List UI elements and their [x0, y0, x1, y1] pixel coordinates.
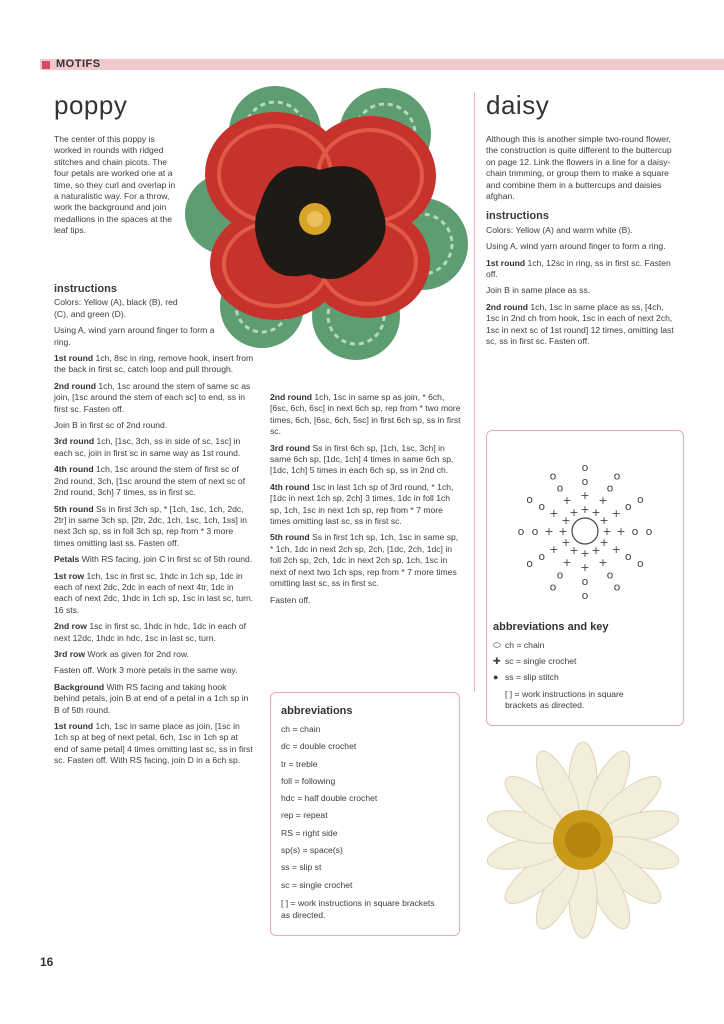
poppy-abbreviations-box: [270, 692, 460, 936]
poppy-using: Using A, wind yarn around finger to form a ring.: [54, 325, 215, 347]
poppy-step: 4th round 1ch, 1sc around the stem of first sc of 2nd round, 3ch, [1sc around the stem of next sc of 2nd round, 3ch] 7 times, ss in first sc.: [54, 464, 246, 498]
daisy-motif-image: [478, 740, 688, 950]
chain-symbol: o: [606, 568, 614, 582]
poppy-title: poppy: [54, 90, 128, 120]
abbr-item: rep = repeat: [281, 810, 328, 821]
poppy-instructions: [54, 284, 254, 772]
sc-symbol: +: [549, 507, 559, 520]
sc-symbol: +: [562, 556, 572, 570]
poppy-step: 2nd round 1ch, 1sc around the stem of same sc as join, [1sc around the stem of each sc] to end, ss in first sc. Fasten off.: [54, 380, 251, 414]
sc-symbol: +: [558, 525, 568, 538]
chain-symbol: o: [645, 525, 653, 538]
sc-symbol: +: [561, 536, 571, 549]
chain-symbol: o: [549, 469, 557, 483]
poppy-step: 2nd row 1sc in first sc, 1hdc in hdc, 1dc in each of next 12dc, 1hdc in hdc, 1sc in last sc, turn.: [54, 621, 247, 643]
daisy-step: 1st round 1ch, 12sc in ring, ss in first sc. Fasten off.: [486, 257, 671, 280]
chain-symbol: o: [556, 568, 564, 582]
daisy-chart-box: [486, 430, 684, 726]
poppy-step: 5th round Ss in first 3ch sp, * [1ch, 1sc, 1ch, 2dc, 2tr] in same 3ch sp, [2tr, 2dc, 1ch, 1sc, 1ch, 1ss] in next 3ch sp, ss in foll 3ch sp, rep from * 3 more times omitting last ss. Fasten off.: [54, 503, 247, 548]
chain-symbol: o: [538, 500, 546, 513]
poppy-step: 3rd round Ss in first 6ch sp, [1ch, 1sc, 3ch] in same 6ch sp, [1dc, 1ch] 4 times in same 6ch sp, [1dc, 1ch] 5 times in each 6ch sp, ss in 2nd ch.: [270, 442, 454, 476]
sc-symbol: +: [580, 561, 590, 574]
daisy-key: [493, 621, 677, 711]
page-number: 16: [40, 955, 54, 969]
poppy-step: Fasten off.: [270, 594, 311, 605]
chain-symbol: o: [613, 580, 621, 594]
sc-symbol: +: [599, 536, 609, 549]
daisy-colors: Colors: Yellow (A) and warm white (B).: [486, 224, 633, 235]
chain-symbol: o: [613, 469, 621, 483]
chain-symbol: o: [631, 525, 639, 538]
chain-symbol: o: [538, 550, 546, 563]
chain-symbol: o: [624, 500, 632, 513]
poppy-instructions-cont: [270, 392, 463, 611]
abbr-item: [ ] = work instructions in square brackets as directed.: [281, 897, 435, 920]
poppy-step: Background With RS facing and taking hook behind petals, join B at end of a petal in a 1ch sp in B of 5th round.: [54, 681, 249, 715]
chain-symbol: o: [624, 550, 632, 563]
poppy-step: Fasten off. Work 3 more petals in the same way.: [54, 665, 238, 676]
key-item: [ ] = work instructions in square brackets as directed.: [505, 689, 624, 710]
sc-symbol: +: [591, 505, 601, 519]
poppy-step: 1st round 1ch, 8sc in ring, remove hook, insert from the back in first sc, catch loop and pull through.: [54, 353, 254, 375]
sc-symbol: +: [611, 543, 621, 556]
abbr-item: tr = treble: [281, 758, 318, 769]
sc-symbol: +: [580, 503, 590, 516]
sc-symbol: +: [598, 493, 608, 507]
sc-symbol: +: [616, 525, 626, 538]
section-header-bar: [40, 59, 724, 70]
poppy-step: Join B in first sc of 2nd round.: [54, 420, 168, 431]
poppy-step: 1st row 1ch, 1sc in first sc, 1hdc in 1ch sp, 1dc in each of next 2dc, 2dc in each of next 4tr, 1dc in each of next 2dc, 1hdc in 1ch sp, 1sc in last sc, turn. 16 sts.: [54, 570, 254, 615]
section-label: MOTIFS: [56, 58, 101, 70]
abbr-item: ch = chain: [281, 724, 321, 734]
chain-symbol: o: [637, 493, 644, 506]
poppy-intro: [54, 134, 180, 242]
abbreviations-title: abbreviations: [281, 705, 353, 717]
poppy-step: 5th round Ss in first 1ch sp, 1ch, 1sc in same sp, * 1ch, 1dc in next 2ch sp, 2ch, [1dc, 2ch, 1dc] in foll 2ch sp, 2ch, 1dc in next 2ch sp, 1ch, 1sc in next of next two 1ch sps, rep from * 7 more times omitting last sc, ss in first sc.: [270, 532, 459, 589]
abbr-item: foll = following: [281, 775, 336, 786]
key-item: ⬭ ch = chain: [493, 637, 677, 653]
poppy-step: 3rd row Work as given for 2nd row.: [54, 648, 190, 659]
sc-symbol: +: [561, 514, 571, 527]
sc-symbol: +: [569, 544, 579, 558]
daisy-crochet-chart: [487, 435, 683, 625]
poppy-step: 3rd round 1ch, [1sc, 3ch, ss in side of sc, 1sc] in each sc, join in first sc in same way as 1st round.: [54, 436, 241, 458]
daisy-key-title: abbreviations and key: [493, 621, 609, 633]
poppy-intro-text: The center of this poppy is worked in rounds with ridged stitches and chain picots. The four petals are worked one at a time, so they curl and overlap in a naturalistic way. For a throw, work the background and join medallions in the spaces at the leaf tips.: [54, 134, 176, 236]
chain-symbol: o: [606, 481, 614, 495]
sc-symbol: +: [569, 505, 579, 519]
column-divider: [474, 92, 475, 692]
sc-symbol: +: [580, 547, 590, 560]
poppy-instructions-heading: instructions: [54, 283, 117, 295]
key-item: ● ss = slip stitch: [493, 669, 677, 685]
daisy-step: 2nd round 1ch, 1sc in same place as ss, [4ch, 1sc in 2nd ch from hook, 1sc in each of next 2ch, 1sc in next sc of 1st round] 12 times, omitting last sc, ss in first sc. Fasten off.: [486, 301, 674, 347]
daisy-using: Using A, wind yarn around finger to form a ring.: [486, 241, 666, 252]
chain-symbol: o: [581, 475, 589, 488]
daisy-instructions-heading: instructions: [486, 210, 549, 223]
sc-symbol: +: [598, 556, 608, 570]
abbr-item: hdc = half double crochet: [281, 793, 378, 804]
oval-chain-icon: ⬭: [493, 640, 501, 650]
chain-symbol: o: [637, 557, 644, 570]
dot-ss-icon: ●: [493, 672, 499, 682]
chain-symbol: o: [556, 481, 564, 495]
chain-symbol: o: [531, 525, 539, 538]
abbr-item: dc = double crochet: [281, 741, 357, 752]
daisy-text: [486, 134, 678, 353]
sc-symbol: +: [549, 543, 559, 556]
daisy-step: Join B in same place as ss.: [486, 285, 591, 296]
daisy-title: daisy: [486, 90, 550, 120]
abbr-item: sc = single crochet: [281, 879, 353, 890]
key-item: ✚ sc = single crochet: [493, 653, 677, 669]
section-marker: [42, 61, 50, 69]
poppy-step: 1st round 1ch, 1sc in same place as join, [1sc in 1ch sp at beg of next petal, 6ch, 1sc in 1ch sp at end of same petal] 4 times omitting last sc, ss in first sc. Fasten off. With RS facing, join D in a 6ch sp.: [54, 721, 253, 766]
chain-symbol: o: [581, 589, 589, 602]
abbr-item: RS = right side: [281, 827, 338, 838]
chain-symbol: o: [526, 493, 533, 506]
chain-symbol: o: [526, 557, 533, 570]
poppy-step: Petals With RS facing, join C in first sc of 5th round.: [54, 554, 253, 565]
plus-sc-icon: ✚: [493, 656, 501, 666]
chain-symbol: o: [517, 525, 525, 538]
sc-symbol: +: [602, 525, 612, 538]
sc-symbol: +: [599, 514, 609, 527]
chain-symbol: o: [581, 461, 589, 474]
sc-symbol: +: [591, 544, 601, 558]
sc-symbol: +: [580, 489, 590, 502]
abbr-item: sp(s) = space(s): [281, 845, 343, 856]
sc-symbol: +: [544, 525, 554, 538]
sc-symbol: +: [562, 493, 572, 507]
chain-symbol: o: [581, 575, 589, 588]
poppy-step: 2nd round 1ch, 1sc in same sp as join, * 6ch, [6sc, 6ch, 6sc] in next 6ch sp, rep from * two more times, 6ch, [6sc, 6ch, 5sc] in first 6ch sp, ss in first sc.: [270, 392, 461, 437]
poppy-colors: Colors: Yellow (A), black (B), red (C), and green (D).: [54, 297, 178, 319]
poppy-step: 4th round 1sc in last 1ch sp of 3rd round, * 1ch, [1dc in next 1ch sp, 2ch] 3 times, 1dc in foll 1ch sp, 1ch, 1sc in next 1ch sp, rep from * 7 more times omitting last sc, ss in first sc.: [270, 481, 454, 527]
abbr-item: ss = slip st: [281, 862, 322, 873]
sc-symbol: +: [611, 507, 621, 520]
daisy-intro: Although this is another simple two-round flower, the construction is quite different to the buttercup on page 12. Link the flowers in a line for a daisy-chain trimming, or group them to make a square and combine them in a buttercups and daisies afghan.: [486, 134, 672, 202]
chain-symbol: o: [549, 580, 557, 594]
